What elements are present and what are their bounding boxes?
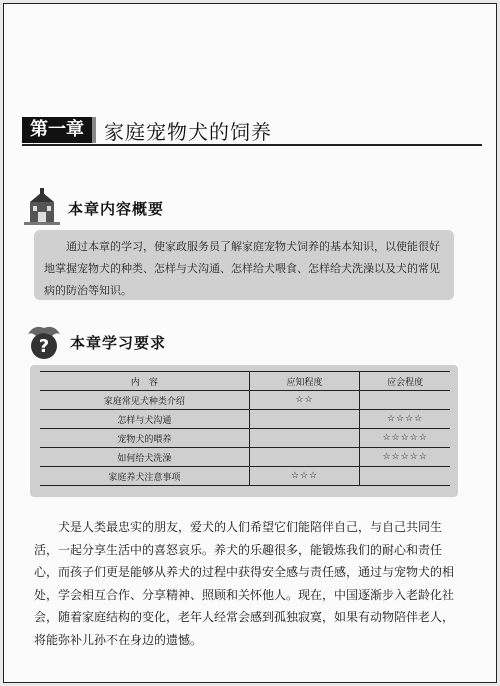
- body-text: [34, 516, 464, 651]
- chapter-rule: [22, 144, 482, 146]
- body-paragraph: 犬是人类最忠实的朋友，爱犬的人们希望它们能陪伴自己，与自己共同生活，一起分享生活中的喜怒哀乐。养犬的乐趣很多，能锻炼我们的耐心和责任心，而孩子们更是能够从养犬的过程中获得安全感与责任感，通过与宠物犬的相处，学会相互合作、分享精神、照顾和关怀他人。现在，中国逐渐步入老龄化社会，随着家庭结构的变化，老年人经常会感到孤独寂寞，如果有动物陪伴老人，将能弥补儿孙不在身边的遗憾。: [34, 520, 455, 647]
- row-skill-rating: ☆☆☆☆☆: [360, 448, 450, 467]
- requirements-heading: 本章学习要求: [70, 333, 167, 352]
- column-header-skill: 应会程度: [360, 372, 450, 391]
- overview-header: [22, 188, 164, 228]
- table-row: [40, 429, 450, 448]
- row-skill-rating: ☆☆☆☆☆: [360, 429, 450, 448]
- svg-text:?: ?: [38, 336, 50, 357]
- chapter-number: 第一章: [22, 117, 96, 143]
- row-skill-rating: [360, 467, 450, 486]
- column-header-know: 应知程度: [249, 372, 359, 391]
- row-skill-rating: ☆☆☆☆: [360, 410, 450, 429]
- row-know-rating: ☆☆: [249, 391, 359, 410]
- requirements-header: [24, 322, 166, 362]
- column-header-content: 内 容: [40, 372, 249, 391]
- row-content: 家庭养犬注意事项: [40, 467, 249, 486]
- book-page: [3, 3, 497, 683]
- requirements-table: [40, 371, 450, 486]
- row-skill-rating: [360, 391, 450, 410]
- overview-box: [34, 230, 454, 300]
- row-know-rating: ☆☆☆: [249, 467, 359, 486]
- table-row: [40, 391, 450, 410]
- chapter-title: 家庭宠物犬的饲养: [104, 119, 272, 144]
- church-icon: [22, 188, 62, 228]
- chapter-heading: [22, 117, 272, 143]
- overview-text: 通过本章的学习，使家政服务员了解家庭宠物犬饲养的基本知识，以使能很好地掌握宠物犬的种类、怎样与犬沟通、怎样给犬喂食、怎样给犬洗澡以及犬的常见病的防治等知识。: [44, 240, 440, 297]
- row-know-rating: [249, 429, 359, 448]
- table-row: [40, 410, 450, 429]
- row-content: 如何给犬洗澡: [40, 448, 249, 467]
- table-row: [40, 467, 450, 486]
- question-mark-icon: [24, 322, 64, 362]
- row-know-rating: [249, 410, 359, 429]
- requirements-table-container: [30, 365, 458, 497]
- overview-heading: 本章内容概要: [68, 199, 165, 218]
- table-row: [40, 448, 450, 467]
- table-header-row: [40, 372, 450, 391]
- row-content: 宠物犬的喂养: [40, 429, 249, 448]
- row-content: 家庭常见犬种类介绍: [40, 391, 249, 410]
- row-know-rating: [249, 448, 359, 467]
- row-content: 怎样与犬沟通: [40, 410, 249, 429]
